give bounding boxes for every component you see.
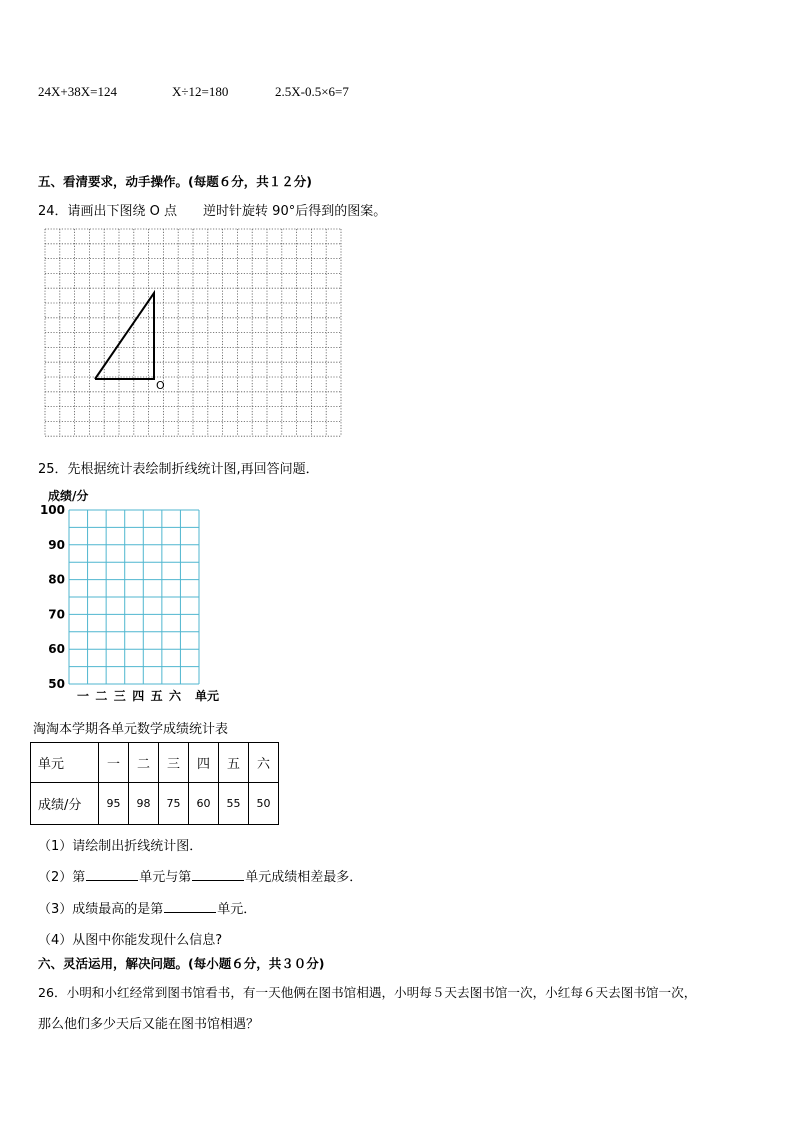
chart-xtick-label: 六 bbox=[168, 689, 182, 703]
chart-ytick-label: 80 bbox=[48, 572, 65, 587]
answer-blank-2[interactable] bbox=[192, 868, 244, 881]
chart-xtick-label: 一 bbox=[76, 689, 90, 703]
table-unit-cell: 三 bbox=[159, 743, 189, 783]
chart-ylabel: 成绩/分 bbox=[48, 489, 89, 503]
sub-question-2-a: （2）第 bbox=[38, 870, 86, 885]
table-unit-cell: 五 bbox=[219, 743, 249, 783]
sub-question-1: （1）请绘制出折线统计图． bbox=[38, 839, 203, 854]
question-24 bbox=[38, 200, 386, 219]
sub-question-3-a: （3）成绩最高的是第 bbox=[38, 902, 164, 917]
table-score-cell: 75 bbox=[159, 783, 189, 825]
chart-ytick-label: 50 bbox=[48, 677, 65, 691]
sub-question-3 bbox=[38, 898, 256, 917]
chart-xtick-label: 二 bbox=[95, 689, 108, 703]
chart-xtick-label: 五 bbox=[150, 689, 163, 703]
dotted-grid bbox=[44, 228, 346, 442]
table-score-cell: 55 bbox=[219, 783, 249, 825]
sub-question-2-c: 单元成绩相差最多． bbox=[245, 870, 363, 885]
table-unit-cell: 一 bbox=[99, 743, 129, 783]
section-6-heading: 六、灵活运用，解决问题。(每小题６分，共３０分) bbox=[38, 956, 325, 971]
point-o-label: O bbox=[156, 379, 165, 392]
table-unit-cell: 六 bbox=[249, 743, 279, 783]
question-25: 25．先根据统计表绘制折线统计图,再回答问题． bbox=[38, 462, 319, 477]
chart-ytick-label: 100 bbox=[39, 503, 65, 517]
table-score-cell: 98 bbox=[129, 783, 159, 825]
sub-question-4: （4）从图中你能发现什么信息? bbox=[38, 933, 223, 948]
table-title: 淘淘本学期各单元数学成绩统计表 bbox=[33, 722, 229, 737]
sub-question-3-b: 单元． bbox=[217, 902, 257, 917]
question-24-text-b: 逆时针旋转 90°后得到的图案。 bbox=[203, 204, 387, 219]
chart-xtick-label: 三 bbox=[113, 689, 126, 703]
table-score-cell: 50 bbox=[249, 783, 279, 825]
table-head-unit: 单元 bbox=[31, 743, 99, 783]
score-table bbox=[30, 742, 279, 825]
sub-question-2 bbox=[38, 866, 362, 885]
sub-question-2-b: 单元与第 bbox=[139, 870, 192, 885]
answer-blank-1[interactable] bbox=[86, 868, 138, 881]
equation-3: 2.5X-0.5×6=7 bbox=[275, 84, 349, 99]
table-score-cell: 60 bbox=[189, 783, 219, 825]
chart-xunit: 单元 bbox=[194, 689, 220, 703]
question-24-text-a: 请画出下图绕 O 点 bbox=[67, 204, 178, 219]
section-5-heading: 五、看清要求，动手操作。(每题６分，共１２分) bbox=[38, 174, 312, 189]
question-26-line-2: 那么他们多少天后又能在图书馆相遇？ bbox=[38, 1017, 260, 1032]
table-row-scores bbox=[31, 783, 279, 825]
equation-2: X÷12=180 bbox=[172, 84, 229, 99]
question-26-line-1: 26．小明和小红经常到图书馆看书，有一天他俩在图书馆相遇，小明每５天去图书馆一次，小红每６天去图书馆一次， bbox=[38, 985, 697, 1000]
table-score-cell: 95 bbox=[99, 783, 129, 825]
table-row-units bbox=[31, 743, 279, 783]
question-24-number: 24． bbox=[38, 204, 68, 219]
chart-ytick-label: 70 bbox=[48, 607, 65, 622]
answer-blank-3[interactable] bbox=[164, 900, 216, 913]
table-head-score: 成绩/分 bbox=[31, 783, 99, 825]
equation-1: 24X+38X=124 bbox=[38, 84, 117, 99]
table-unit-cell: 四 bbox=[189, 743, 219, 783]
table-unit-cell: 二 bbox=[129, 743, 159, 783]
line-chart bbox=[38, 485, 238, 707]
chart-ytick-label: 60 bbox=[48, 642, 65, 657]
chart-xtick-label: 四 bbox=[132, 689, 145, 703]
chart-ytick-label: 90 bbox=[48, 537, 65, 552]
